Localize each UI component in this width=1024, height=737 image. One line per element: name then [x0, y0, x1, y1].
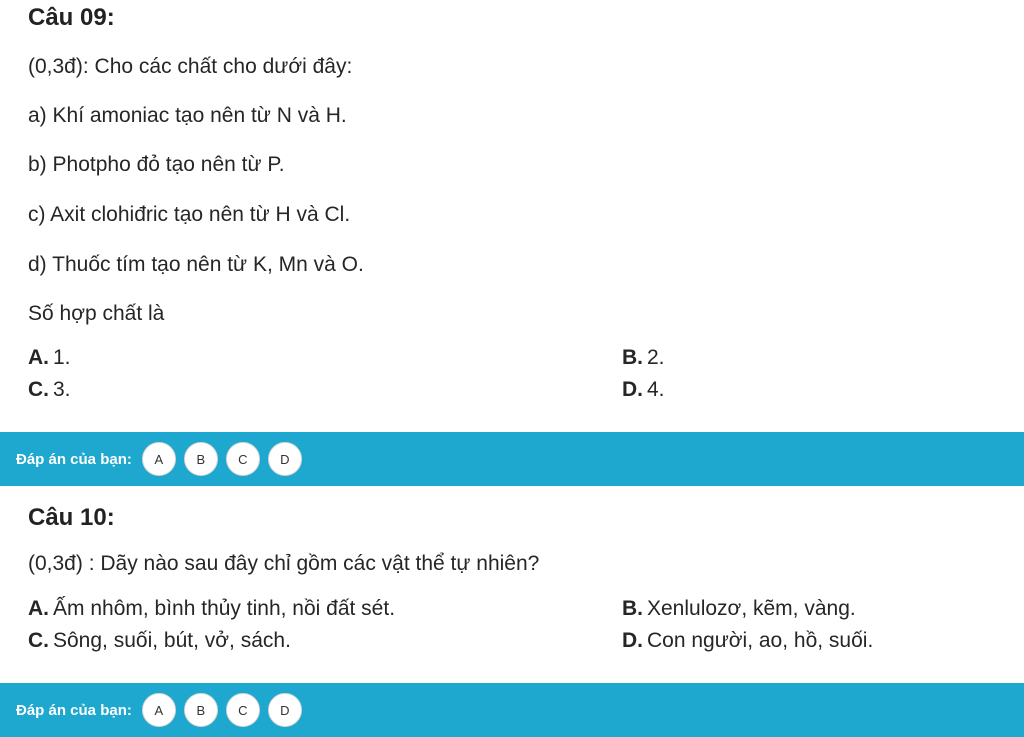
- answer-bar: [0, 432, 1024, 486]
- answer-choices: [142, 442, 302, 476]
- answer-label: Đáp án của bạn:: [16, 450, 132, 468]
- answer-choice-a[interactable]: A: [142, 693, 176, 727]
- question-intro: (0,3đ) : Dãy nào sau đây chỉ gồm các vật thể tự nhiên?: [28, 552, 540, 575]
- option-a: [28, 346, 71, 370]
- question-title: Câu 09:: [28, 4, 115, 31]
- option-letter: C.: [28, 629, 49, 652]
- answer-choices: [142, 693, 302, 727]
- statement-b: b) Photpho đỏ tạo nên từ P.: [28, 153, 285, 176]
- answer-choice-a[interactable]: A: [142, 442, 176, 476]
- option-d: [622, 629, 873, 653]
- question-intro: (0,3đ): Cho các chất cho dưới đây:: [28, 55, 353, 78]
- option-letter: A.: [28, 346, 49, 369]
- option-c: [28, 629, 291, 653]
- answer-label: Đáp án của bạn:: [16, 701, 132, 719]
- answer-bar: [0, 683, 1024, 737]
- answer-choice-d[interactable]: D: [268, 693, 302, 727]
- option-letter: B.: [622, 597, 643, 620]
- option-text: Ấm nhôm, bình thủy tinh, nồi đất sét.: [53, 597, 396, 620]
- answer-choice-c[interactable]: C: [226, 442, 260, 476]
- option-letter: D.: [622, 629, 643, 652]
- option-text: Xenlulozơ, kẽm, vàng.: [647, 597, 856, 620]
- question-prompt: Số hợp chất là: [28, 302, 165, 325]
- question-title: Câu 10:: [28, 504, 115, 531]
- option-b: [622, 597, 856, 621]
- statement-d: d) Thuốc tím tạo nên từ K, Mn và O.: [28, 253, 364, 276]
- option-letter: D.: [622, 378, 643, 401]
- answer-choice-c[interactable]: C: [226, 693, 260, 727]
- option-a: [28, 597, 395, 621]
- option-text: 1.: [53, 346, 71, 369]
- answer-choice-b[interactable]: B: [184, 442, 218, 476]
- option-text: 3.: [53, 378, 71, 401]
- option-text: Con người, ao, hồ, suối.: [647, 629, 874, 652]
- option-text: 4.: [647, 378, 665, 401]
- option-text: 2.: [647, 346, 665, 369]
- statement-c: c) Axit clohiđric tạo nên từ H và Cl.: [28, 203, 351, 226]
- option-letter: C.: [28, 378, 49, 401]
- option-c: [28, 378, 71, 402]
- option-text: Sông, suối, bút, vở, sách.: [53, 629, 291, 652]
- answer-choice-b[interactable]: B: [184, 693, 218, 727]
- option-letter: A.: [28, 597, 49, 620]
- option-letter: B.: [622, 346, 643, 369]
- option-b: [622, 346, 665, 370]
- option-d: [622, 378, 665, 402]
- statement-a: a) Khí amoniac tạo nên từ N và H.: [28, 104, 347, 127]
- answer-choice-d[interactable]: D: [268, 442, 302, 476]
